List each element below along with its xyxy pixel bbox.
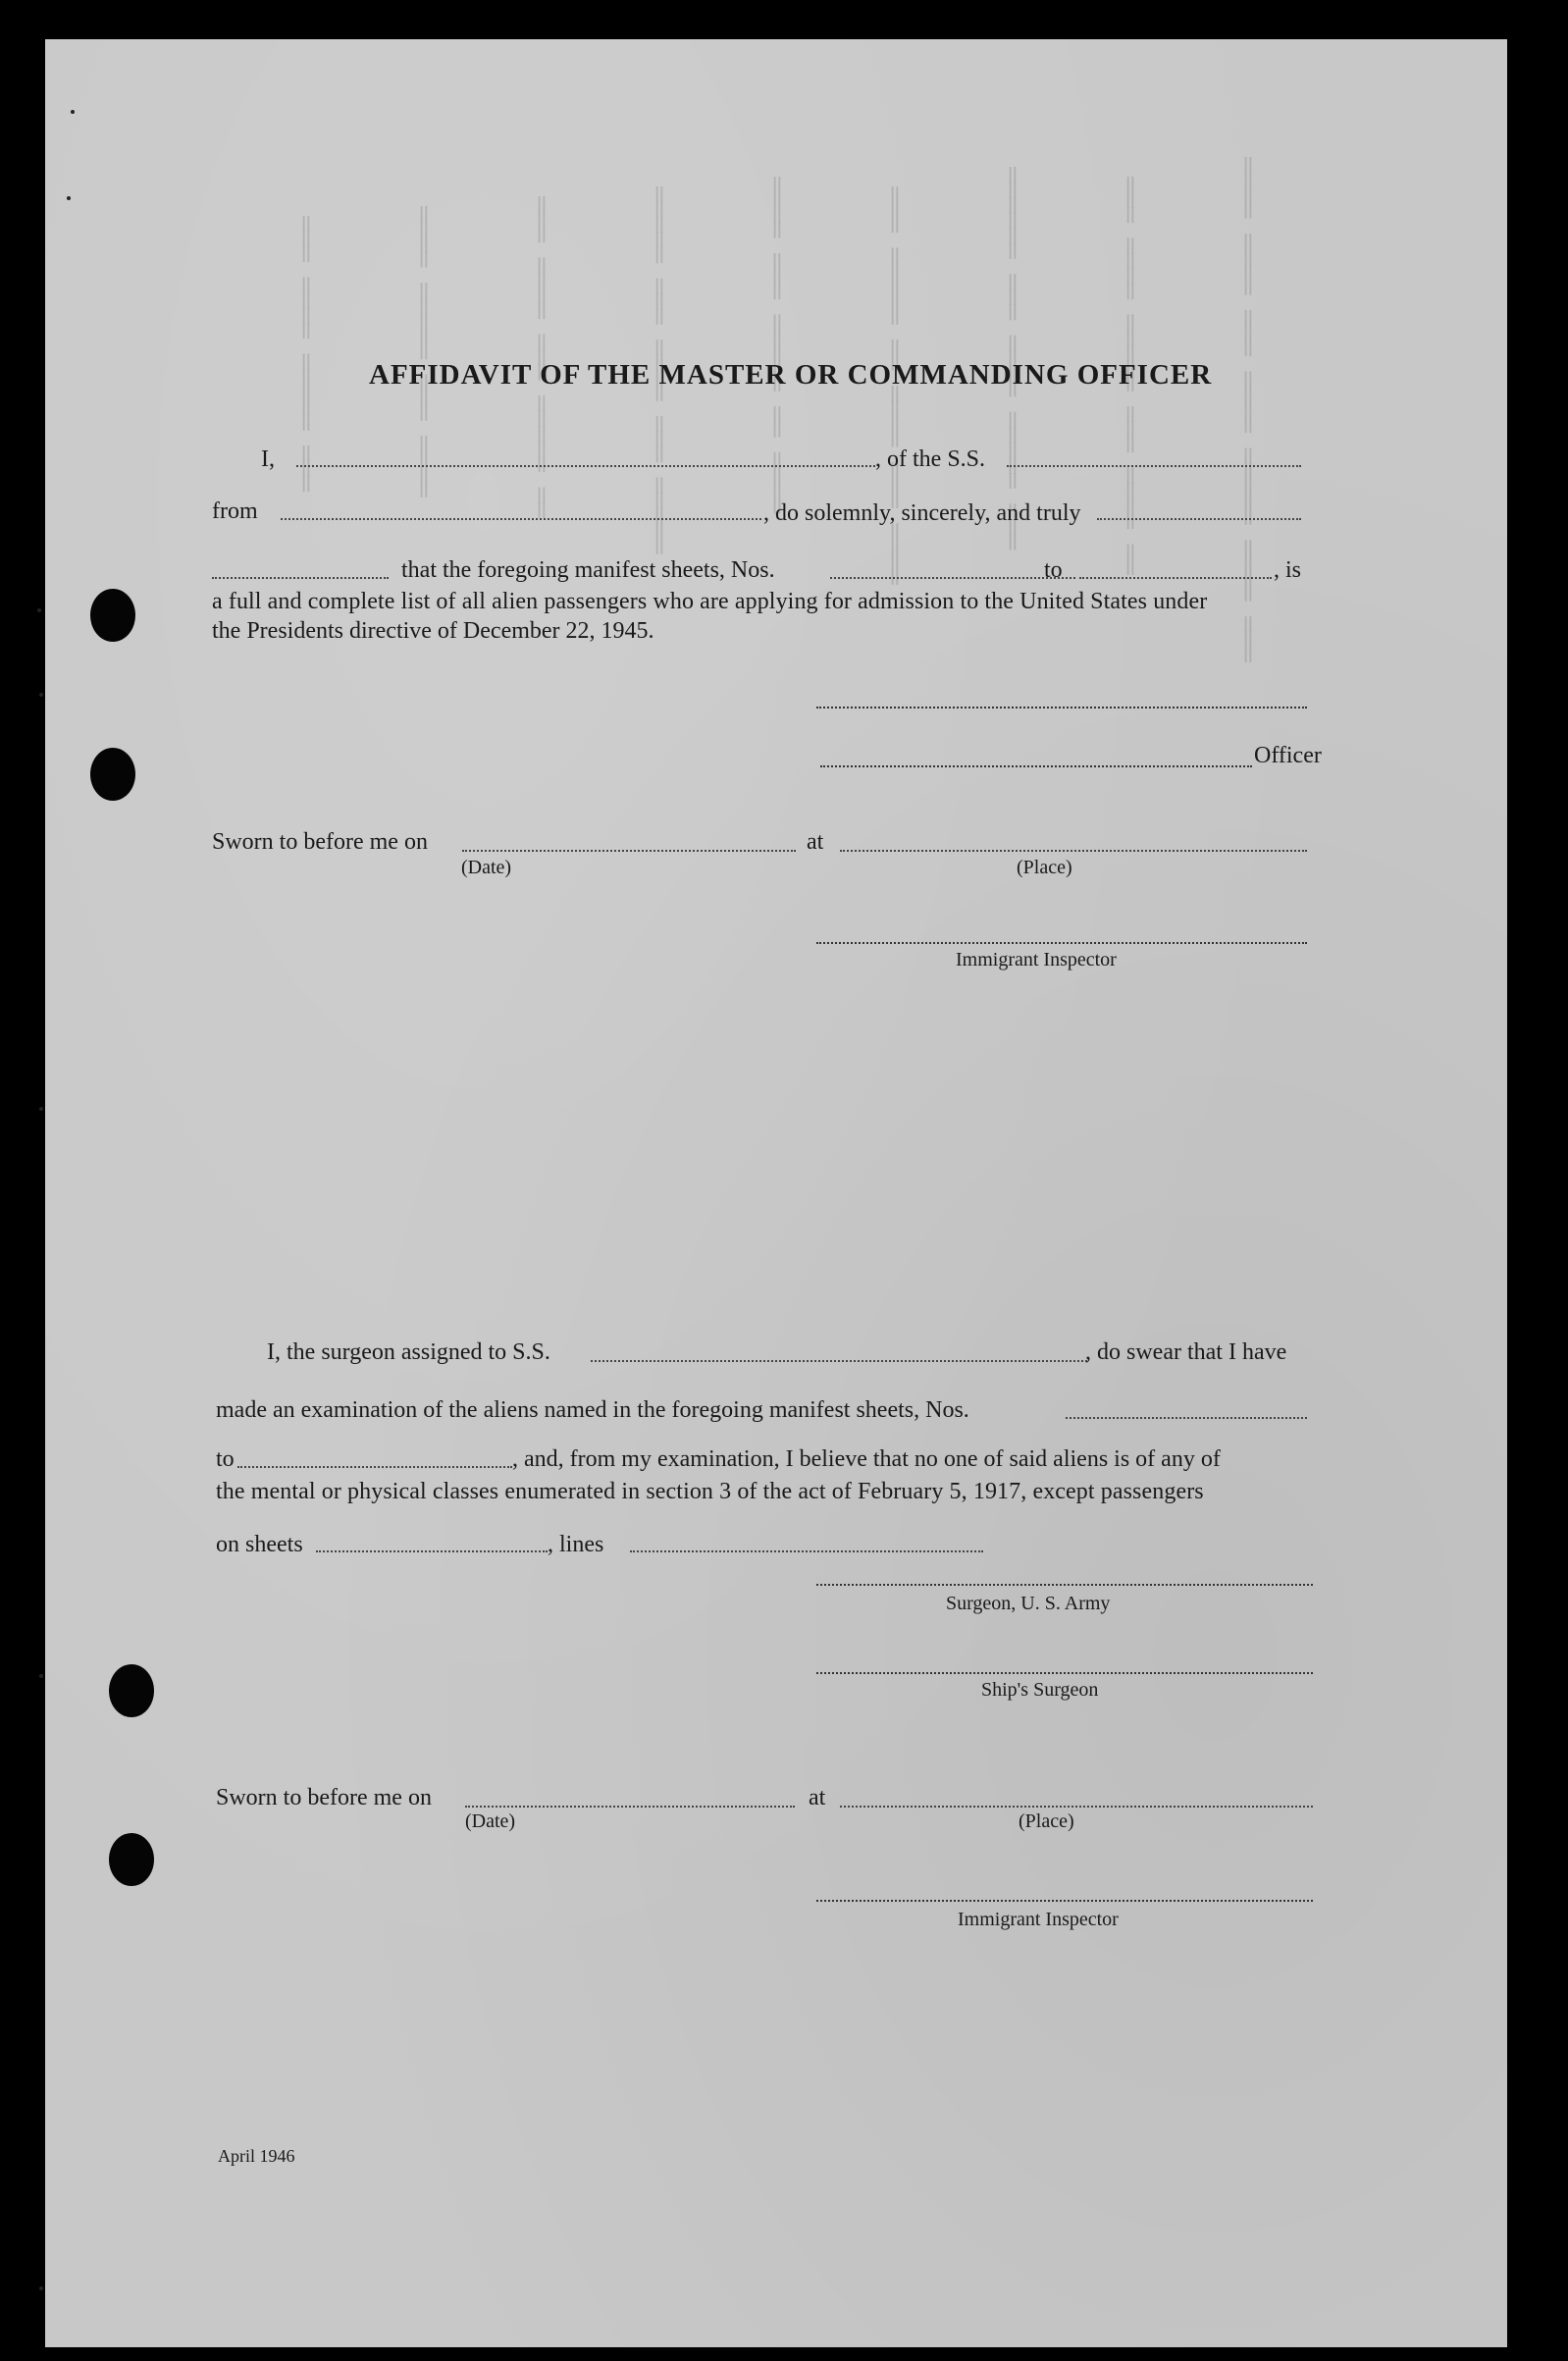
line3-blank xyxy=(212,577,389,579)
from-blank xyxy=(281,518,761,520)
surgeon-at-label: at xyxy=(809,1785,826,1810)
speck xyxy=(37,608,41,612)
bleed-through: ═══ ═════ ══ ════ ═══ ════ xyxy=(879,186,909,585)
officer-signature-line-2 xyxy=(820,765,1252,767)
speck xyxy=(39,2286,43,2290)
surgeon-to-blank xyxy=(237,1466,512,1468)
surgeon-date-caption: (Date) xyxy=(465,1810,516,1832)
ship-surgeon-line xyxy=(816,1672,1313,1674)
speck xyxy=(71,110,75,114)
ship-blank xyxy=(1007,465,1301,467)
affidavit-line5: the Presidents directive of December 22, 1945. xyxy=(212,618,654,644)
bleed-through: ═══ ════ ═════ ═══ ════ ══ xyxy=(1115,177,1144,575)
affidavit-title: AFFIDAVIT OF THE MASTER OR COMMANDING OFFICER xyxy=(369,359,1213,391)
punch-hole xyxy=(109,1833,154,1886)
surgeon-line1-end: , do swear that I have xyxy=(1085,1339,1287,1365)
sworn-label: Sworn to before me on xyxy=(212,829,428,855)
army-surgeon-label: Surgeon, U. S. Army xyxy=(946,1593,1111,1614)
speck xyxy=(67,196,71,200)
surgeon-line5-start: on sheets xyxy=(216,1532,303,1557)
affidavit-line1-start: I, xyxy=(261,446,275,472)
surgeon-line3-start: to xyxy=(216,1446,235,1472)
surgeon-line5-mid: , lines xyxy=(548,1532,604,1557)
surgeon-line3-mid: , and, from my examination, I believe that no one of said aliens is of any of xyxy=(512,1446,1221,1472)
affidavit-line2-mid: , do solemnly, sincerely, and truly xyxy=(763,500,1081,526)
date-caption: (Date) xyxy=(461,857,512,878)
sheet-from-blank xyxy=(830,577,1075,579)
bleed-through: ═══ ════ ═══ ═════ ══ xyxy=(526,196,555,518)
bleed-through: ════ ═════ ═══ ════ xyxy=(408,206,438,498)
on-sheets-blank xyxy=(316,1550,548,1552)
lines-blank xyxy=(630,1550,983,1552)
surgeon-sheets-blank xyxy=(1066,1417,1307,1419)
punch-hole xyxy=(109,1664,154,1717)
affidavit-line1-mid: , of the S.S. xyxy=(875,446,986,472)
speck xyxy=(39,1674,43,1678)
officer-signature-line-1 xyxy=(816,707,1307,708)
inspector-label: Immigrant Inspector xyxy=(956,949,1117,971)
surgeon-sworn-label: Sworn to before me on xyxy=(216,1785,432,1810)
bleed-through: ════ ═══ ═════ ══ ════ xyxy=(761,177,791,514)
surgeon-sworn-place-blank xyxy=(840,1806,1313,1808)
bleed-through: ═════ ═══ ════ ═══ ═════ xyxy=(644,186,673,554)
bleed-through: ══════ ═══ ════ ═════ ═══ xyxy=(997,167,1026,551)
form-date: April 1946 xyxy=(218,2146,295,2166)
surgeon-ship-blank xyxy=(591,1360,1087,1362)
surgeon-inspector-label: Immigrant Inspector xyxy=(958,1909,1119,1930)
speck xyxy=(39,1107,43,1111)
inspector-signature-line xyxy=(816,942,1307,944)
truly-blank xyxy=(1097,518,1301,520)
affidavit-line4: a full and complete list of all alien passengers who are applying for admission to the United States under xyxy=(212,589,1208,614)
surgeon-place-caption: (Place) xyxy=(1019,1810,1074,1832)
surgeon-line1-start: I, the surgeon assigned to S.S. xyxy=(267,1339,550,1365)
officer-label: Officer xyxy=(1254,743,1322,768)
at-label: at xyxy=(807,829,824,855)
surgeon-line4: the mental or physical classes enumerated in section 3 of the act of February 5, 1917, except passengers xyxy=(216,1479,1204,1504)
sworn-date-blank xyxy=(462,850,796,852)
speck xyxy=(39,693,43,697)
affidavit-line3-end: , is xyxy=(1274,557,1302,583)
affidavit-line3-mid: that the foregoing manifest sheets, Nos. xyxy=(401,557,775,583)
name-blank xyxy=(296,465,875,467)
sworn-place-blank xyxy=(840,850,1307,852)
surgeon-sworn-date-blank xyxy=(465,1806,795,1808)
place-caption: (Place) xyxy=(1017,857,1072,878)
sheet-to-blank xyxy=(1079,577,1272,579)
ship-surgeon-label: Ship's Surgeon xyxy=(981,1679,1099,1701)
surgeon-inspector-line xyxy=(816,1900,1313,1902)
surgeon-line2: made an examination of the aliens named in the foregoing manifest sheets, Nos. xyxy=(216,1397,969,1423)
document-page xyxy=(45,39,1507,2347)
bleed-through: ════ ════ ═══ ════ ═════ ════ ═══ xyxy=(1232,157,1262,662)
bleed-through: ═══ ════ ═════ ═══ xyxy=(290,216,320,492)
affidavit-line2-start: from xyxy=(212,498,258,524)
punch-hole xyxy=(90,589,135,642)
army-surgeon-line xyxy=(816,1584,1313,1586)
affidavit-line3-to: to xyxy=(1044,557,1063,583)
punch-hole xyxy=(90,748,135,801)
